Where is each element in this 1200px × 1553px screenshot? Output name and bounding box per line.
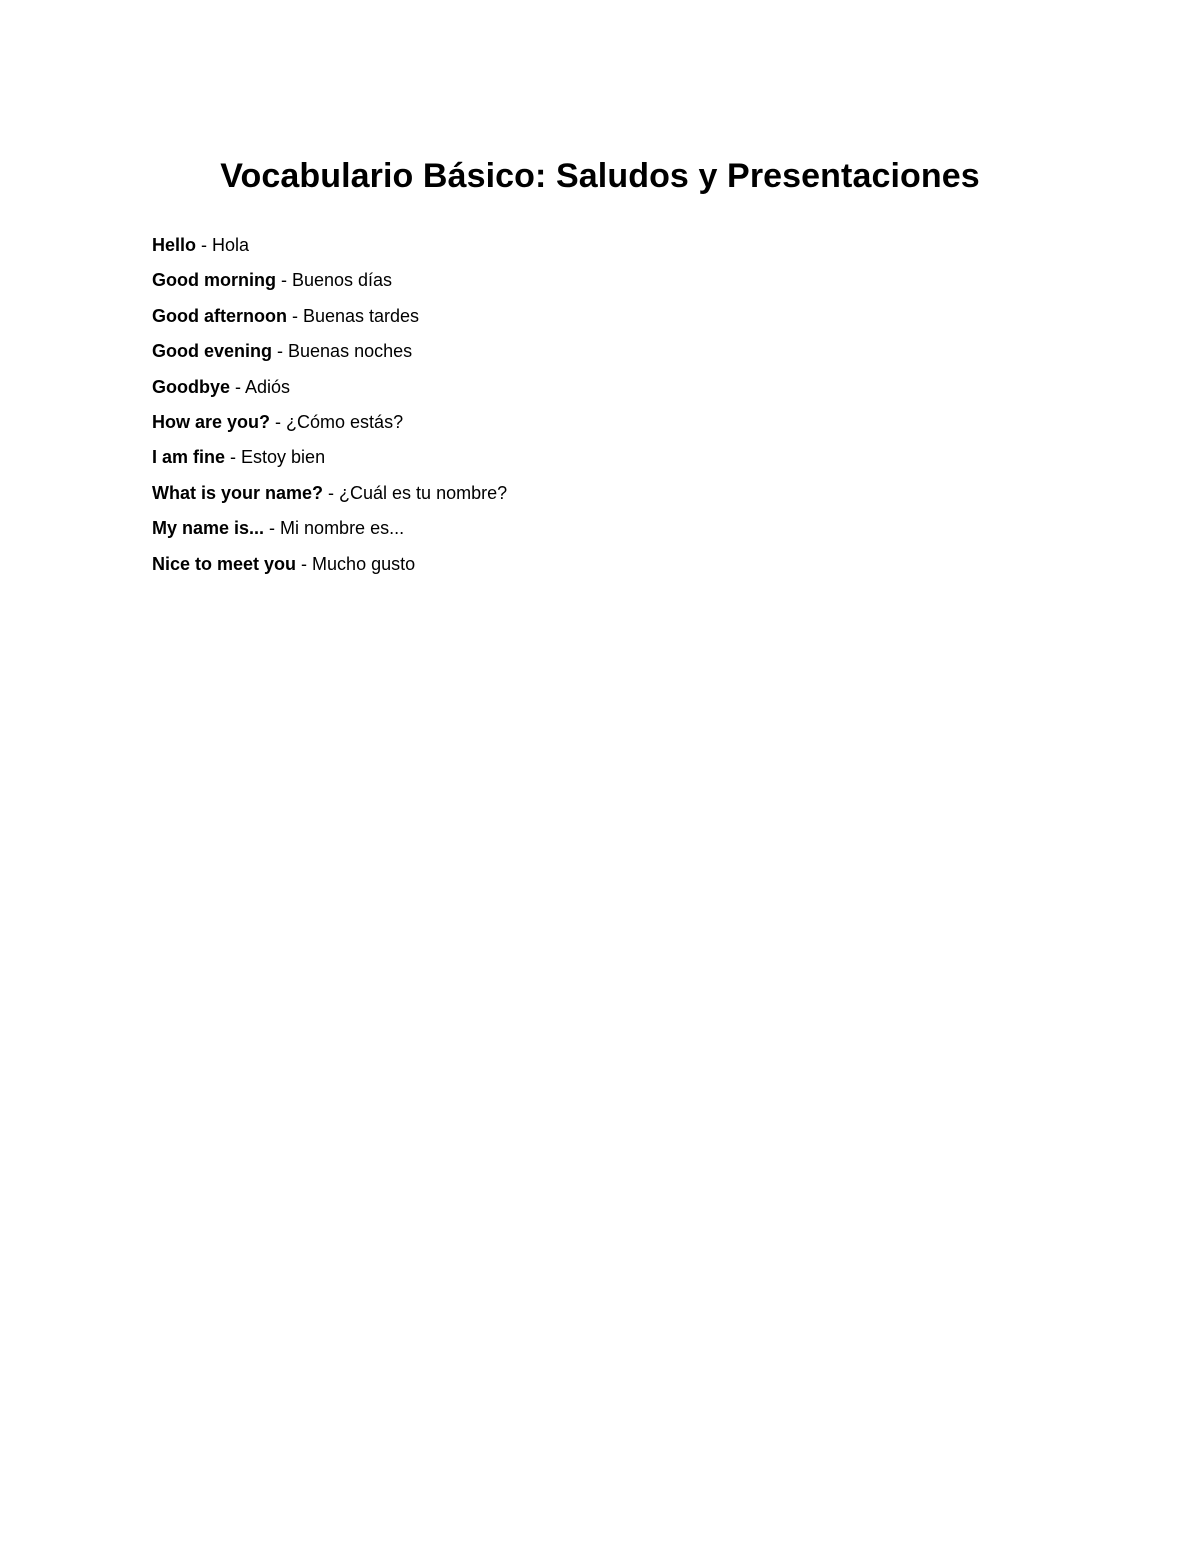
separator: - bbox=[225, 447, 242, 468]
list-item bbox=[152, 511, 507, 546]
spanish-translation: Buenos días bbox=[291, 270, 393, 291]
english-term: Good morning bbox=[152, 270, 276, 291]
list-item bbox=[152, 263, 507, 298]
vocabulary-list bbox=[152, 228, 507, 582]
list-item bbox=[152, 405, 507, 440]
separator: - bbox=[296, 553, 313, 574]
english-term: What is your name? bbox=[152, 482, 324, 503]
separator: - bbox=[286, 305, 303, 326]
spanish-translation: ¿Cómo estás? bbox=[286, 411, 404, 432]
spanish-translation: Buenas tardes bbox=[302, 305, 420, 326]
english-term: Good evening bbox=[152, 341, 273, 362]
english-term: My name is... bbox=[152, 518, 265, 539]
spanish-translation: Mucho gusto bbox=[312, 553, 416, 574]
list-item bbox=[152, 547, 507, 582]
list-item bbox=[152, 299, 507, 334]
separator: - bbox=[196, 235, 213, 255]
english-term: Hello bbox=[152, 235, 197, 255]
english-term: I am fine bbox=[152, 447, 226, 468]
list-item bbox=[152, 370, 507, 405]
list-item bbox=[152, 228, 507, 263]
english-term: Goodbye bbox=[152, 376, 231, 397]
list-item bbox=[152, 440, 507, 475]
spanish-translation: Buenas noches bbox=[288, 341, 413, 362]
english-term: Nice to meet you bbox=[152, 553, 297, 574]
spanish-translation: ¿Cuál es tu nombre? bbox=[339, 482, 508, 503]
separator: - bbox=[323, 482, 340, 503]
separator: - bbox=[270, 411, 287, 432]
separator: - bbox=[230, 376, 246, 397]
page-title: Vocabulario Básico: Saludos y Presentaciones bbox=[220, 157, 980, 195]
list-item bbox=[152, 476, 507, 511]
spanish-translation: Adiós bbox=[245, 376, 291, 397]
separator: - bbox=[264, 518, 281, 539]
spanish-translation: Hola bbox=[212, 235, 250, 255]
list-item bbox=[152, 334, 507, 369]
english-term: Good afternoon bbox=[152, 305, 287, 326]
english-term: How are you? bbox=[152, 411, 271, 432]
spanish-translation: Estoy bien bbox=[241, 447, 326, 468]
separator: - bbox=[272, 341, 289, 362]
separator: - bbox=[275, 270, 292, 291]
spanish-translation: Mi nombre es... bbox=[280, 518, 405, 539]
